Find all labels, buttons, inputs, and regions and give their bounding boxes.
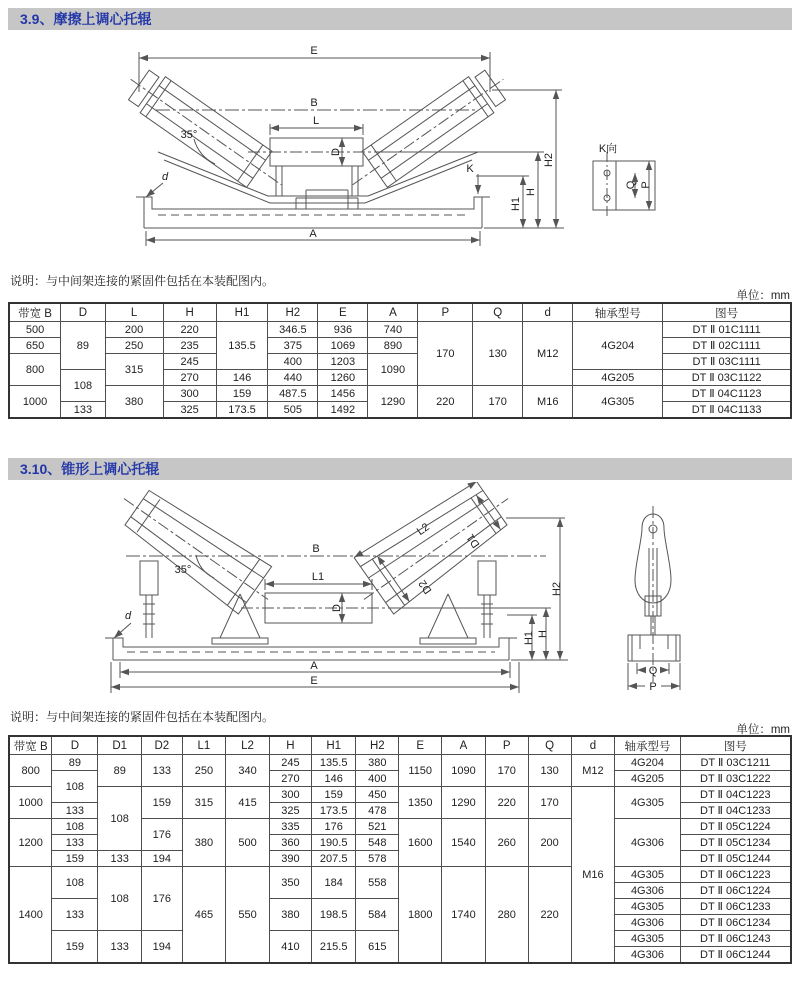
table-cell: 800 [9, 755, 52, 787]
table-cell: 108 [52, 771, 98, 803]
table-cell: 133 [52, 803, 98, 819]
table-cell: 220 [528, 867, 571, 964]
table-cell: 380 [105, 386, 163, 419]
table-cell: 108 [52, 867, 98, 899]
table-cell: 450 [356, 787, 399, 803]
column-header: H1 [311, 736, 355, 755]
friction-idler-drawing [8, 32, 792, 280]
table-cell: 207.5 [311, 851, 355, 867]
table-cell: 1350 [399, 787, 442, 819]
table-cell: 380 [356, 755, 399, 771]
table-row [9, 322, 791, 338]
table-cell: 500 [226, 819, 270, 867]
dim-label-D: D [331, 604, 343, 612]
table-cell: 159 [216, 386, 268, 402]
table-cell: 315 [182, 787, 226, 819]
table-cell: 1456 [318, 386, 368, 402]
column-header: D [61, 303, 106, 322]
table-cell: 325 [269, 803, 311, 819]
table-cell: 133 [98, 851, 142, 867]
table-cell: 440 [268, 370, 318, 386]
table-cell: M12 [523, 322, 573, 386]
dim-label-angle: 35° [174, 564, 192, 576]
dim-label-A: A [309, 228, 317, 240]
table-cell: 89 [98, 755, 142, 787]
unit-note: 单位：mm [736, 724, 790, 736]
table-cell: 130 [473, 322, 523, 386]
table-cell: 615 [356, 931, 399, 964]
table-cell: 300 [269, 787, 311, 803]
table-cell: 380 [182, 819, 226, 867]
conical-idler-spec-table [8, 735, 792, 964]
column-header: H2 [356, 736, 399, 755]
table-cell: 465 [182, 867, 226, 964]
table-cell: DT Ⅱ 04C1223 [680, 787, 791, 803]
table-cell: M16 [571, 787, 615, 964]
dim-label-d: d [124, 610, 132, 622]
table-cell: 300 [163, 386, 216, 402]
table-cell: 176 [142, 819, 183, 851]
table-cell: DT Ⅱ 03C1122 [663, 370, 791, 386]
header-row [9, 303, 791, 322]
dim-label-P: P [640, 181, 652, 189]
table-cell: 220 [485, 787, 528, 819]
column-header: P [485, 736, 528, 755]
table-cell: 245 [269, 755, 311, 771]
column-header: H [269, 736, 311, 755]
table-cell: 410 [269, 931, 311, 964]
dim-label-L2: L2 [414, 521, 432, 538]
table-cell: 550 [226, 867, 270, 964]
column-header: 图号 [663, 303, 791, 322]
table-cell: 159 [311, 787, 355, 803]
dim-label-H1: H1 [510, 196, 522, 212]
table-cell: 360 [269, 835, 311, 851]
table-cell: 1203 [318, 354, 368, 370]
table-cell: DT Ⅱ 05C1224 [680, 819, 791, 835]
table-cell: 548 [356, 835, 399, 851]
column-header: d [523, 303, 573, 322]
table-cell: 1090 [368, 354, 418, 386]
section-title: 3.9、摩擦上调心托辊 [20, 11, 152, 27]
section-header-conical-idler [8, 458, 792, 480]
table-row [9, 386, 791, 402]
table-cell: DT Ⅱ 03C1111 [663, 354, 791, 370]
dim-label-H1: H1 [523, 630, 535, 646]
table-cell: 250 [182, 755, 226, 787]
table-cell: 4G306 [615, 819, 680, 867]
column-header: 带宽 B [9, 736, 52, 755]
table-row [9, 354, 791, 370]
table-cell: 173.5 [311, 803, 355, 819]
k-view-label: K向 [598, 143, 618, 155]
dim-label-B: B [310, 97, 318, 109]
table-cell: DT Ⅱ 06C1244 [680, 947, 791, 964]
dim-label-H: H [525, 188, 537, 196]
unit-note: 单位：mm [736, 290, 790, 302]
table-cell: 250 [105, 338, 163, 354]
table-cell: 280 [485, 867, 528, 964]
table-cell: 135.5 [311, 755, 355, 771]
table-cell: 1400 [9, 867, 52, 964]
dim-label-angle: 35° [180, 129, 198, 141]
table-row [9, 787, 791, 803]
column-header: 图号 [680, 736, 791, 755]
table-cell: 400 [356, 771, 399, 787]
table-cell: 215.5 [311, 931, 355, 964]
table-row [9, 338, 791, 354]
table-cell: 325 [163, 402, 216, 419]
table-cell: 4G305 [615, 899, 680, 915]
dim-label-d: d [161, 171, 169, 183]
column-header: A [442, 736, 486, 755]
table-cell: 1600 [399, 819, 442, 867]
table-cell: 1000 [9, 386, 61, 419]
column-header: 轴承型号 [573, 303, 663, 322]
table-cell: 235 [163, 338, 216, 354]
table-cell: 650 [9, 338, 61, 354]
header-row [9, 736, 791, 755]
table-cell: 4G205 [615, 771, 680, 787]
table-cell: DT Ⅱ 06C1224 [680, 883, 791, 899]
column-header: L1 [182, 736, 226, 755]
table-cell: 108 [98, 867, 142, 931]
table-cell: M12 [571, 755, 615, 787]
column-header: 轴承型号 [615, 736, 680, 755]
table-cell: 170 [485, 755, 528, 787]
table-cell: 1150 [399, 755, 442, 787]
table-cell: 1492 [318, 402, 368, 419]
table-cell: M16 [523, 386, 573, 419]
table-cell: 89 [61, 322, 106, 370]
section-title: 3.10、锥形上调心托辊 [20, 461, 160, 477]
dim-label-D2: D2 [416, 577, 435, 596]
table-cell: 133 [61, 402, 106, 419]
table-cell: 135.5 [216, 322, 268, 370]
table-cell: 159 [142, 787, 183, 819]
table-cell: 578 [356, 851, 399, 867]
table-cell: 4G306 [615, 883, 680, 899]
table-cell: 108 [61, 370, 106, 402]
table-cell: 335 [269, 819, 311, 835]
table-cell: 146 [311, 771, 355, 787]
drawing-lines [105, 482, 680, 693]
table-cell: DT Ⅱ 02C1111 [663, 338, 791, 354]
table-cell: 1800 [399, 867, 442, 964]
table-cell: 133 [52, 835, 98, 851]
table-cell: 400 [268, 354, 318, 370]
dim-label-Q: Q [625, 180, 637, 190]
table-cell: 4G306 [615, 947, 680, 964]
dim-label-L1: L1 [311, 571, 325, 583]
table-cell: 375 [268, 338, 318, 354]
column-header: 带宽 B [9, 303, 61, 322]
dim-label-L: L [312, 115, 320, 127]
table-cell: 4G305 [615, 787, 680, 819]
table-cell: 4G205 [573, 370, 663, 386]
table-cell: 740 [368, 322, 418, 338]
dim-label-P: P [649, 681, 657, 693]
dim-label-H2: H2 [543, 152, 555, 168]
table-cell: 380 [269, 899, 311, 931]
table-cell: 1290 [368, 386, 418, 419]
table-cell: 4G306 [615, 915, 680, 931]
table-cell: 198.5 [311, 899, 355, 931]
table-cell: 89 [52, 755, 98, 771]
conical-idler-drawing [8, 482, 792, 708]
dim-label-K: K [466, 163, 474, 175]
table-cell: DT Ⅱ 06C1234 [680, 915, 791, 931]
table-cell: 346.5 [268, 322, 318, 338]
table-cell: 340 [226, 755, 270, 787]
dim-label-E: E [310, 675, 318, 687]
column-header: Q [473, 303, 523, 322]
column-header: E [318, 303, 368, 322]
column-header: d [571, 736, 615, 755]
table-cell: 1540 [442, 819, 486, 867]
table-cell: 4G305 [615, 931, 680, 947]
column-header: L [105, 303, 163, 322]
dim-label-H2: H2 [551, 581, 563, 597]
table-cell: 505 [268, 402, 318, 419]
table-cell: 170 [418, 322, 473, 386]
table-cell: 176 [142, 867, 183, 931]
drawing-lines [118, 52, 655, 246]
column-header: Q [528, 736, 571, 755]
table-cell: 487.5 [268, 386, 318, 402]
dim-label-Q: Q [648, 665, 658, 677]
table-cell: 1069 [318, 338, 368, 354]
table-cell: 194 [142, 851, 183, 867]
table-cell: 108 [98, 787, 142, 851]
table-cell: 194 [142, 931, 183, 964]
table-cell: 133 [142, 755, 183, 787]
column-header: D2 [142, 736, 183, 755]
table-cell: 159 [52, 851, 98, 867]
table-cell: DT Ⅱ 04C1233 [680, 803, 791, 819]
table-cell: 1290 [442, 787, 486, 819]
assembly-note: 说明：与中间架连接的紧固件包括在本装配图内。 [10, 274, 275, 288]
table-cell: 350 [269, 867, 311, 899]
table-cell: 1090 [442, 755, 486, 787]
table-cell: DT Ⅱ 05C1244 [680, 851, 791, 867]
table-cell: 173.5 [216, 402, 268, 419]
table-cell: 146 [216, 370, 268, 386]
table-cell: 1000 [9, 787, 52, 819]
table-cell: 390 [269, 851, 311, 867]
table-cell: 584 [356, 899, 399, 931]
table-cell: 4G204 [615, 755, 680, 771]
table-cell: 521 [356, 819, 399, 835]
table-cell: 1260 [318, 370, 368, 386]
table-cell: DT Ⅱ 03C1211 [680, 755, 791, 771]
column-header: D1 [98, 736, 142, 755]
dim-label-H: H [537, 630, 549, 638]
column-header: H [163, 303, 216, 322]
column-header: P [418, 303, 473, 322]
table-row [9, 755, 791, 771]
table-cell: DT Ⅱ 03C1222 [680, 771, 791, 787]
column-header: H1 [216, 303, 268, 322]
table-cell: DT Ⅱ 05C1234 [680, 835, 791, 851]
table-cell: 159 [52, 931, 98, 964]
table-cell: 176 [311, 819, 355, 835]
table-cell: 1200 [9, 819, 52, 867]
table-cell: 260 [485, 819, 528, 867]
friction-idler-spec-table [8, 302, 792, 419]
dim-label-E: E [310, 45, 318, 57]
table-cell: 170 [528, 787, 571, 819]
table-cell: 220 [418, 386, 473, 419]
table-cell: 170 [473, 386, 523, 419]
drawing-labels [162, 45, 652, 240]
table-cell: DT Ⅱ 01C1111 [663, 322, 791, 338]
dim-label-A: A [310, 660, 318, 672]
table-cell: DT Ⅱ 06C1243 [680, 931, 791, 947]
table-cell: 190.5 [311, 835, 355, 851]
column-header: D [52, 736, 98, 755]
table-cell: 4G204 [573, 322, 663, 370]
table-cell: 270 [269, 771, 311, 787]
table-cell: DT Ⅱ 06C1223 [680, 867, 791, 883]
table-cell: 558 [356, 867, 399, 899]
table-cell: 133 [98, 931, 142, 964]
table-cell: 200 [528, 819, 571, 867]
table-cell: 415 [226, 787, 270, 819]
table-cell: 220 [163, 322, 216, 338]
table-cell: 890 [368, 338, 418, 354]
table-cell: 270 [163, 370, 216, 386]
table-cell: 133 [52, 899, 98, 931]
column-header: L2 [226, 736, 270, 755]
table-cell: 4G305 [573, 386, 663, 419]
dim-label-B: B [312, 543, 320, 555]
table-cell: DT Ⅱ 04C1123 [663, 386, 791, 402]
column-header: A [368, 303, 418, 322]
dim-label-D: D [330, 148, 342, 156]
table-cell: 184 [311, 867, 355, 899]
table-cell: 800 [9, 354, 61, 386]
table-cell: 500 [9, 322, 61, 338]
table-cell: 315 [105, 354, 163, 386]
table-cell: 245 [163, 354, 216, 370]
table-cell: 108 [52, 819, 98, 835]
column-header: H2 [268, 303, 318, 322]
table-cell: 478 [356, 803, 399, 819]
table-row [9, 867, 791, 883]
table-cell: 200 [105, 322, 163, 338]
table-cell: DT Ⅱ 04C1133 [663, 402, 791, 419]
table-cell: DT Ⅱ 06C1233 [680, 899, 791, 915]
section-header-friction-idler [8, 8, 792, 30]
assembly-note: 说明：与中间架连接的紧固件包括在本装配图内。 [10, 710, 275, 724]
table-cell: 1740 [442, 867, 486, 964]
column-header: E [399, 736, 442, 755]
dim-label-D1: D1 [464, 531, 483, 550]
table-cell: 4G305 [615, 867, 680, 883]
table-cell: 936 [318, 322, 368, 338]
table-cell: 130 [528, 755, 571, 787]
